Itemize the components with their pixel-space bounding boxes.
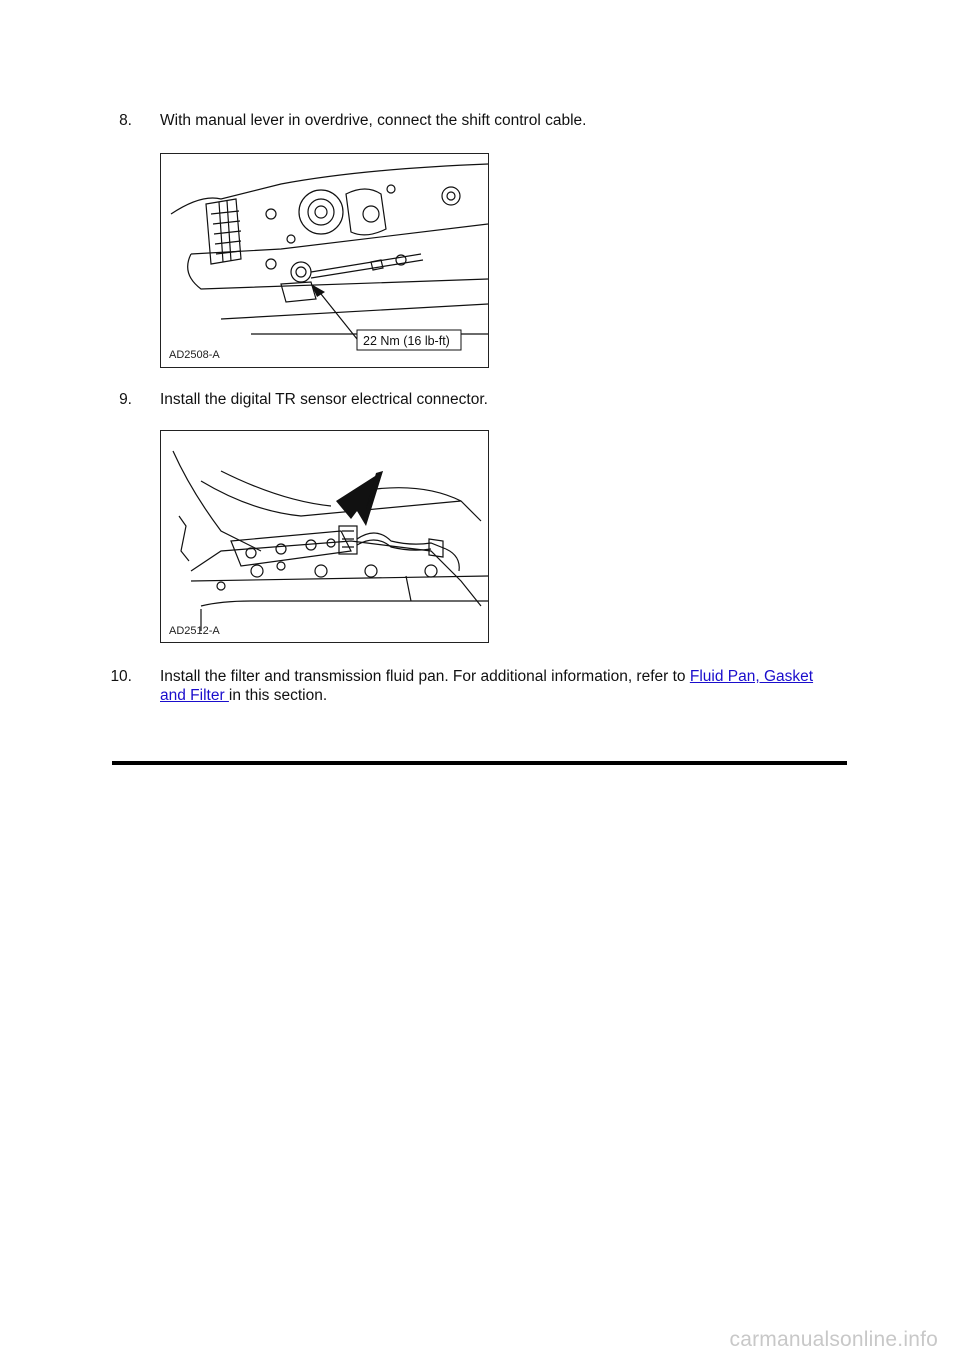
figure-shift-cable (160, 153, 489, 368)
torque-callout: 22 Nm (16 lb-ft) (363, 334, 450, 348)
figure-id: AD2512-A (169, 625, 220, 637)
step-number: 8. (119, 112, 132, 129)
watermark: carmanualsonline.info (729, 1328, 938, 1351)
figure-id: AD2508-A (169, 349, 220, 361)
figure-tr-sensor-connector (160, 430, 489, 643)
step-text-tail: in this section. (228, 687, 328, 704)
shift-cable-illustration (161, 154, 488, 367)
fluid-pan-link-cont[interactable]: and Filter (160, 687, 229, 704)
section-divider (112, 761, 847, 765)
tr-sensor-illustration (161, 431, 488, 642)
step-text-lead: Install the filter and transmission fluid pan. For additional information, refer to (160, 668, 690, 685)
step-number: 9. (119, 391, 132, 408)
step-text (160, 667, 850, 705)
step-number: 10. (110, 668, 132, 685)
step-text: With manual lever in overdrive, connect the shift control cable. (160, 112, 587, 129)
step-text: Install the digital TR sensor electrical connector. (160, 391, 488, 408)
fluid-pan-link[interactable]: Fluid Pan, Gasket (689, 668, 814, 685)
